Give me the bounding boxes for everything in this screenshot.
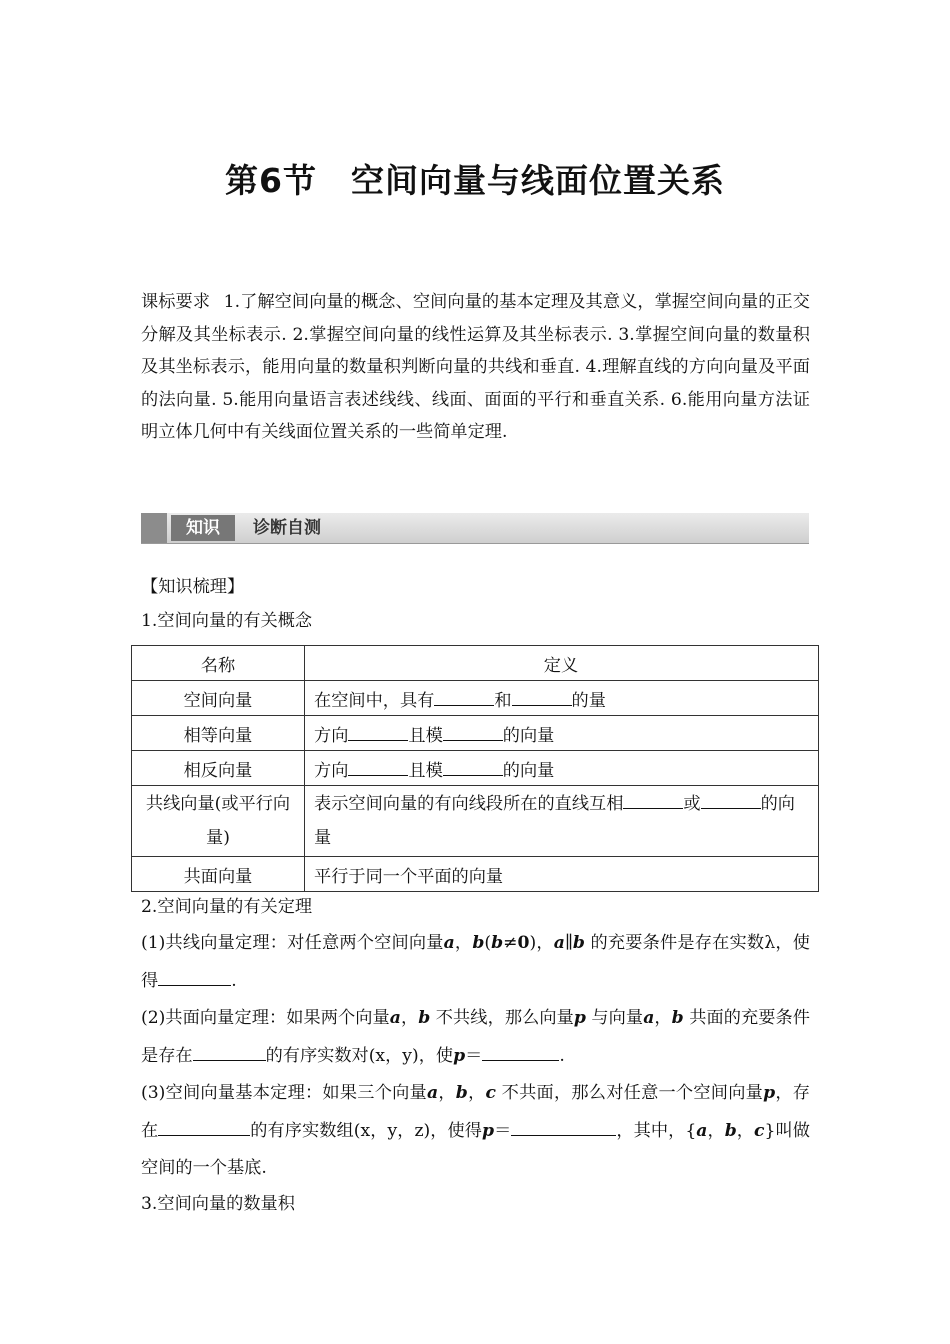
concepts-table (131, 645, 819, 892)
header-definition: 定义 (305, 646, 819, 681)
table-row: 共线向量(或平行向量) 表示空间向量的有向线段所在的直线互相 或 的向量 (132, 786, 819, 857)
table-row: 相反向量 方向 且模 的向量 (132, 751, 819, 786)
table-header-row (132, 646, 819, 681)
curriculum-requirements (141, 286, 810, 449)
theorem-collinear: (1)共线向量定理：对任意两个空间向量a，b(b≠0)，a∥b 的充要条件是存在实数λ，使得 . (141, 933, 810, 991)
requirements-text: 1.了解空间向量的概念、空间向量的基本定理及其意义，掌握空间向量的正交分解及其坐标表示. 2.掌握空间向量的线性运算及其坐标表示. 3.掌握空间向量的数量积及其坐标表示，能用向量的数量积判断向量的共线和垂直. 4.理解直线的方向向量及平面的法向量. 5.能用向量语言表述线线、线面、面面的平行和垂直关系. 6.能用向量方法证明立体几何中有关线面位置关系的一些简单定理. (141, 292, 810, 442)
banner-text: 诊断自测 (253, 518, 321, 538)
theorems-heading: 2.空间向量的有关定理 (141, 897, 313, 917)
dot-product-heading: 3.空间向量的数量积 (141, 1194, 295, 1214)
table-row: 相等向量 方向 且模 的向量 (132, 716, 819, 751)
header-name: 名称 (132, 646, 305, 681)
theorem-basis: (3)空间向量基本定理：如果三个向量a，b，c 不共面，那么对任意一个空间向量p，存在 的有序实数组(x，y，z)，使得p＝ ，其中，{a，b，c}叫做空间的一个基底. (141, 1083, 810, 1178)
banner-tag: 知识 (171, 515, 235, 541)
page-title: 第6节 空间向量与线面位置关系 (225, 161, 725, 200)
section-banner (141, 513, 809, 543)
table-row: 共面向量 平行于同一个平面的向量 (132, 857, 819, 892)
section-heading: 【知识梳理】 (141, 577, 245, 597)
table-row: 空间向量 在空间中，具有 和 的量 (132, 681, 819, 716)
requirements-label: 课标要求 (141, 292, 211, 312)
concepts-heading: 1.空间向量的有关概念 (141, 611, 313, 631)
theorem-coplanar: (2)共面向量定理：如果两个向量a，b 不共线，那么向量p 与向量a，b 共面的充要条件是存在 的有序实数对(x，y)，使p＝ . (141, 1008, 810, 1066)
